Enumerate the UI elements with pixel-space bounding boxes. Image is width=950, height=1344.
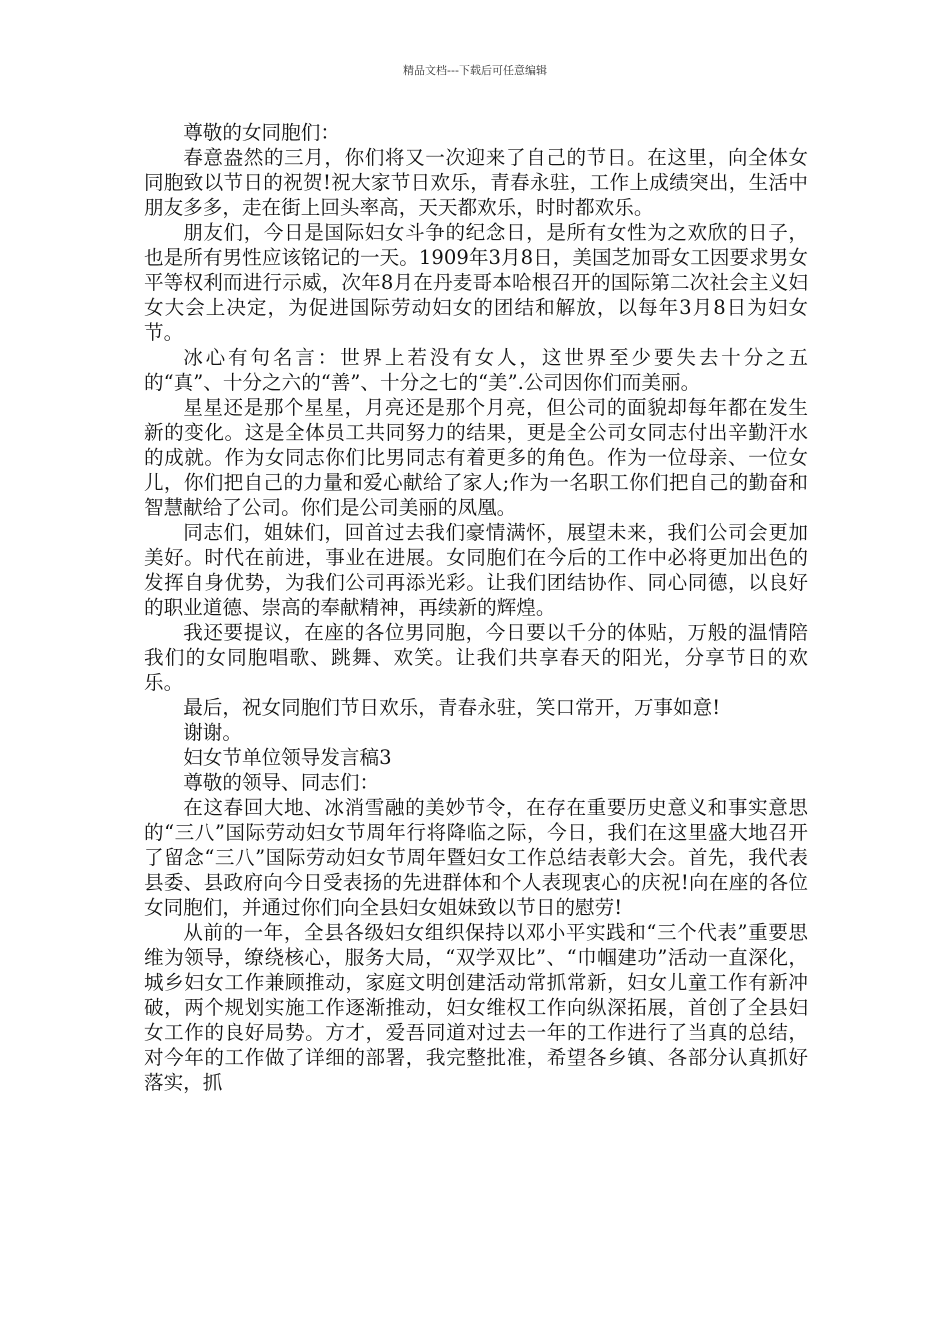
thanks: 谢谢。 [183,721,242,744]
paragraph: 我还要提议，在座的各位男同胞，今日要以千分的体贴，万般的温情陪我们的女同胞唱歌、跳舞、欢笑。让我们共享春天的阳光，分享节日的欢乐。 [144,621,808,694]
paragraph: 从前的一年，全县各级妇女组织保持以邓小平实践和“三个代表”重要思维为领导，缭绕核心，服务大局，“双学双比”、“巾帼建功”活动一直深化，城乡妇女工作兼顾推动，家庭文明创建活动常抓常新，妇女儿童工作有新冲破，两个规划实施工作逐渐推动，妇女维权工作向纵深拓展，首创了全县妇女工作的良好局势。方才，爱吾同道对过去一年的工作进行了当真的总结，对今年的工作做了详细的部署，我完整批准，希望各乡镇、各部分认真抓好落实，抓 [144,921,808,1094]
section-title: 妇女节单位领导发言稿3 [183,746,392,769]
closing-wish: 最后，祝女同胞们节日欢乐，青春永驻，笑口常开，万事如意! [183,696,721,719]
paragraph: 同志们，姐妹们，回首过去我们豪情满怀，展望未来，我们公司会更加美好。时代在前进，事业在进展。女同胞们在今后的工作中必将更加出色的发挥自身优势，为我们公司再添光彩。让我们团结协作、同心同德，以良好的职业道德、崇高的奉献精神，再续新的辉煌。 [144,521,808,619]
paragraph: 冰心有句名言：世界上若没有女人，这世界至少要失去十分之五的“真”、十分之六的“善”、十分之七的“美”.公司因你们而美丽。 [144,346,808,394]
paragraph: 春意盎然的三月，你们将又一次迎来了自己的节日。在这里，向全体女同胞致以节日的祝贺!祝大家节日欢乐，青春永驻，工作上成绩突出，生活中朋友多多，走在街上回头率高，天天都欢乐，时时都欢乐。 [144,146,808,219]
paragraph: 在这春回大地、冰消雪融的美妙节令，在存在重要历史意义和事实意思的“三八”国际劳动妇女节周年行将降临之际，今日，我们在这里盛大地召开了留念“三八”国际劳动妇女节周年暨妇女工作总结表彰大会。首先，我代表县委、县政府向今日受表扬的先进群体和个人表现衷心的庆祝!向在座的各位女同胞们，并通过你们向全县妇女姐妹致以节日的慰劳! [144,796,808,919]
page-header: 精品文档---下载后可任意编辑 [403,64,547,77]
salutation: 尊敬的领导、同志们： [183,771,380,794]
salutation: 尊敬的女同胞们： [183,121,340,144]
paragraph: 星星还是那个星星，月亮还是那个月亮，但公司的面貌却每年都在发生新的变化。这是全体员工共同努力的结果，更是全公司女同志付出辛勤汗水的成就。作为女同志你们比男同志有着更多的角色。作为一位母亲、一位女儿，你们把自己的力量和爱心献给了家人;作为一名职工你们把自己的勤奋和智慧献给了公司。你们是公司美丽的凤凰。 [144,396,808,519]
document-body [144,120,808,1095]
paragraph: 朋友们，今日是国际妇女斗争的纪念日，是所有女性为之欢欣的日子，也是所有男性应该铭记的一天。1909年3月8日，美国芝加哥女工因要求男女平等权利而进行示威，次年8月在丹麦哥本哈根召开的国际第二次社会主义妇女大会上决定，为促进国际劳动妇女的团结和解放，以每年3月8日为妇女节。 [144,221,808,344]
